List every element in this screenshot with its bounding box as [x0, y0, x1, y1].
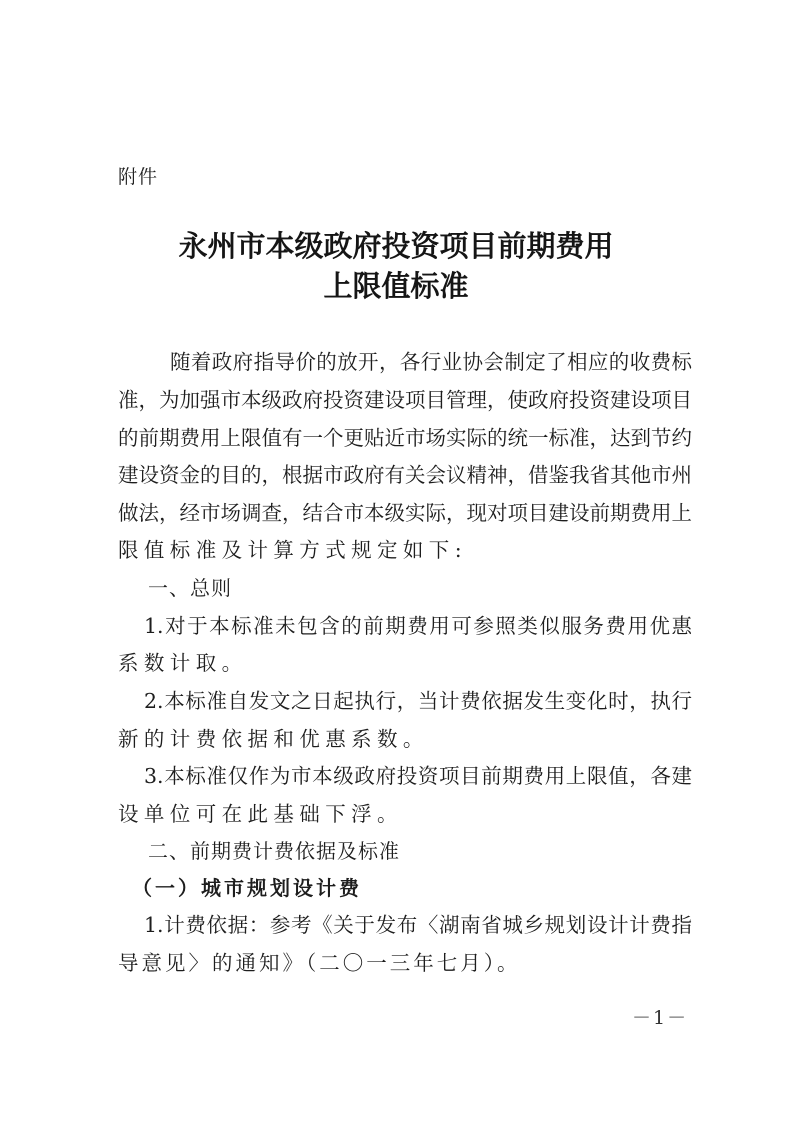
- section-heading-general: 一、总则: [148, 576, 232, 600]
- section-heading-fee-basis: 二、前期费计费依据及标准: [148, 839, 400, 863]
- intro-line: 限值标准及计算方式规定如下:: [118, 538, 468, 562]
- clause-2-line: 2.本标准自发文之日起执行，当计费依据发生变化时，执行: [144, 689, 692, 713]
- intro-line: 做法，经市场调查，结合市本级实际，现对项目建设前期费用上: [118, 501, 692, 525]
- clause-3-line: 设单位可在此基础下浮。: [118, 802, 403, 826]
- intro-line: 随着政府指导价的放开，各行业协会制定了相应的收费标: [170, 350, 692, 374]
- clause-2-line: 新的计费依据和优惠系数。: [118, 727, 429, 751]
- fee-basis-line: 导意见〉的通知》（二〇一三年七月）。: [118, 951, 521, 975]
- document-title-line-1: 永州市本级政府投资项目前期费用: [178, 229, 614, 263]
- fee-basis-line: 1.计费依据：参考《关于发布〈湖南省城乡规划设计计费指: [144, 913, 692, 937]
- document-title-line-2: 上限值标准: [323, 269, 469, 303]
- page-number: －1－: [632, 1007, 689, 1029]
- intro-line: 建设资金的目的，根据市政府有关会议精神，借鉴我省其他市州: [118, 463, 692, 487]
- clause-1-line: 1.对于本标准未包含的前期费用可参照类似服务费用优惠: [144, 614, 692, 638]
- attachment-label: 附件: [118, 166, 159, 188]
- clause-1-line: 系数计取。: [118, 651, 248, 675]
- subsection-heading-urban-planning: （一）城市规划设计费: [132, 876, 362, 900]
- intro-line: 的前期费用上限值有一个更贴近市场实际的统一标准，达到节约: [118, 426, 692, 450]
- intro-line: 准，为加强市本级政府投资建设项目管理，使政府投资建设项目: [118, 388, 692, 412]
- clause-3-line: 3.本标准仅作为市本级政府投资项目前期费用上限值，各建: [144, 764, 692, 788]
